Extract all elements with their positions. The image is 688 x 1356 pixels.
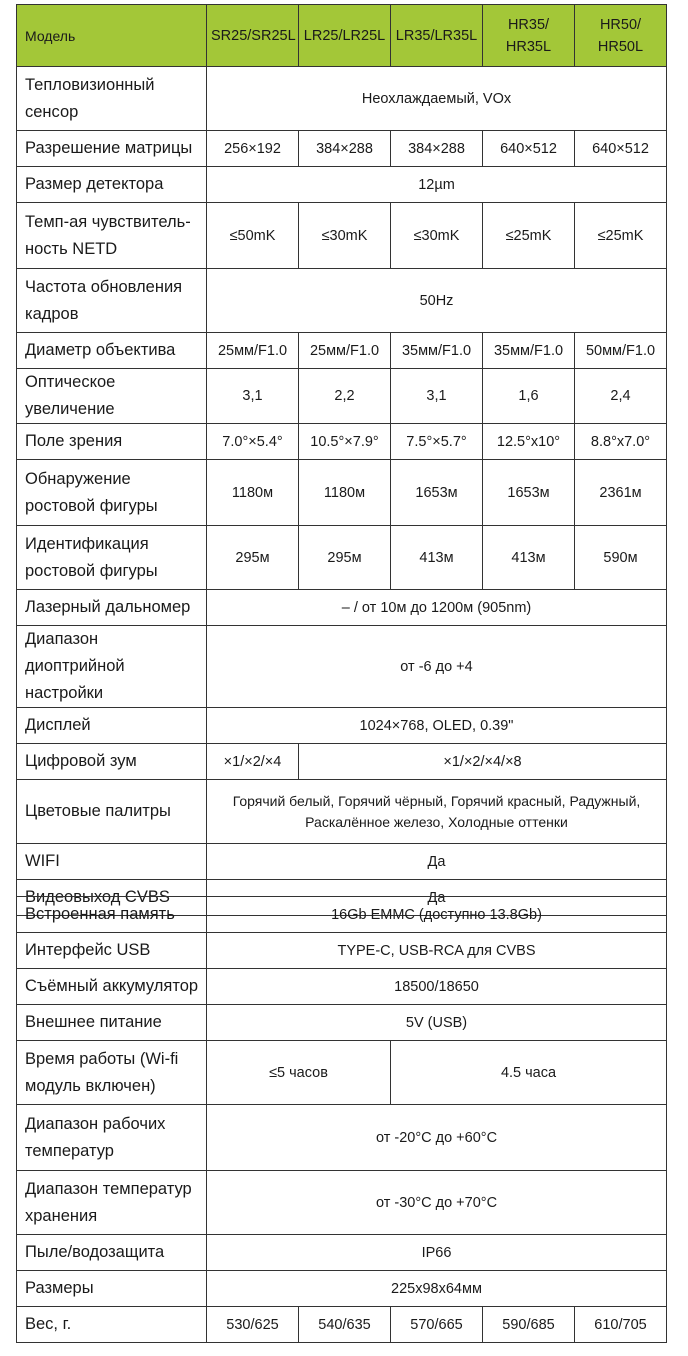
row-value: ≤50mK — [207, 203, 299, 269]
row-value: 295м — [299, 526, 391, 590]
row-label: Цифровой зум — [17, 744, 207, 780]
header-model: LR25/LR25L — [299, 5, 391, 67]
table-row — [17, 708, 667, 744]
row-label: Время работы (Wi-fi модуль включен) — [17, 1041, 207, 1105]
row-value: 35мм/F1.0 — [483, 333, 575, 369]
row-label: Диапазон рабочих температур — [17, 1105, 207, 1171]
row-value: 4.5 часа — [391, 1041, 667, 1105]
row-value: 10.5°×7.9° — [299, 424, 391, 460]
row-label: Пыле/водозащита — [17, 1235, 207, 1271]
row-value: 1653м — [483, 460, 575, 526]
row-value: ×1/×2/×4/×8 — [299, 744, 667, 780]
row-label: Дисплей — [17, 708, 207, 744]
row-label: Поле зрения — [17, 424, 207, 460]
row-value: 1653м — [391, 460, 483, 526]
table-row — [17, 424, 667, 460]
row-value: 35мм/F1.0 — [391, 333, 483, 369]
row-value: 570/665 — [391, 1307, 483, 1343]
row-label: Вес, г. — [17, 1307, 207, 1343]
row-label: Идентификация ростовой фигуры — [17, 526, 207, 590]
table-row — [17, 844, 667, 880]
table-row — [17, 526, 667, 590]
row-label: Видеовыход CVBS — [17, 880, 207, 916]
table-row — [17, 460, 667, 526]
table-row — [17, 590, 667, 626]
row-value: 50Hz — [207, 269, 667, 333]
table-row — [17, 1271, 667, 1307]
header-model: SR25/SR25L — [207, 5, 299, 67]
row-value: ≤30mK — [299, 203, 391, 269]
row-value: 2,4 — [575, 369, 667, 424]
row-value: 640×512 — [483, 131, 575, 167]
row-value: 2361м — [575, 460, 667, 526]
row-value: ≤25mK — [575, 203, 667, 269]
row-value: 8.8°x7.0° — [575, 424, 667, 460]
table-row — [17, 1307, 667, 1343]
header-label: Модель — [17, 5, 207, 67]
row-label: Диапазон температур хранения — [17, 1171, 207, 1235]
table-row — [17, 933, 667, 969]
table-row — [17, 780, 667, 844]
row-value: 413м — [483, 526, 575, 590]
row-value: 1180м — [207, 460, 299, 526]
row-value: Да — [207, 880, 667, 916]
row-value: 7.0°×5.4° — [207, 424, 299, 460]
row-value: от -30°C до +70°C — [207, 1171, 667, 1235]
row-label: Тепловизионный сенсор — [17, 67, 207, 131]
row-value: 384×288 — [299, 131, 391, 167]
row-label: Оптическое увеличение — [17, 369, 207, 424]
row-value: 25мм/F1.0 — [299, 333, 391, 369]
row-value: 256×192 — [207, 131, 299, 167]
row-value: – / от 10м до 1200м (905nm) — [207, 590, 667, 626]
row-label: Обнаружение ростовой фигуры — [17, 460, 207, 526]
table-row — [17, 1235, 667, 1271]
table-row — [17, 131, 667, 167]
table-row — [17, 1041, 667, 1105]
header-model: LR35/LR35L — [391, 5, 483, 67]
row-value: 12.5°x10° — [483, 424, 575, 460]
row-label: Диапазон диоптрийной настройки — [17, 626, 207, 708]
header-model: HR35/ HR35L — [483, 5, 575, 67]
table-row — [17, 626, 667, 708]
row-label: Размеры — [17, 1271, 207, 1307]
row-value: 12µm — [207, 167, 667, 203]
row-label: Частота обновления кадров — [17, 269, 207, 333]
row-value: 384×288 — [391, 131, 483, 167]
table-row — [17, 369, 667, 424]
row-label: Съёмный аккумулятор — [17, 969, 207, 1005]
spec-table-secondary — [16, 896, 667, 1343]
row-value: Горячий белый, Горячий чёрный, Горячий красный, Радужный, Раскалённое железо, Холодные оттенки — [207, 780, 667, 844]
row-value: 3,1 — [391, 369, 483, 424]
row-value: 1024×768, OLED, 0.39" — [207, 708, 667, 744]
row-value: 590м — [575, 526, 667, 590]
table-row — [17, 167, 667, 203]
row-label: Диаметр объектива — [17, 333, 207, 369]
header-row — [17, 5, 667, 67]
row-value: 5V (USB) — [207, 1005, 667, 1041]
row-value: Неохлаждаемый, VOx — [207, 67, 667, 131]
row-value: Да — [207, 844, 667, 880]
spec-table-main — [16, 4, 667, 916]
row-value: 1180м — [299, 460, 391, 526]
row-label: Внешнее питание — [17, 1005, 207, 1041]
row-value: ×1/×2/×4 — [207, 744, 299, 780]
row-label: Размер детектора — [17, 167, 207, 203]
row-value: 640×512 — [575, 131, 667, 167]
table-row — [17, 67, 667, 131]
row-label: Встроенная память — [17, 897, 207, 933]
table-row — [17, 744, 667, 780]
row-value: 50мм/F1.0 — [575, 333, 667, 369]
table-row — [17, 969, 667, 1005]
row-value: TYPE-C, USB-RCA для CVBS — [207, 933, 667, 969]
row-value: 295м — [207, 526, 299, 590]
row-value: 413м — [391, 526, 483, 590]
row-value: ≤5 часов — [207, 1041, 391, 1105]
row-label: Темп-ая чувствитель-ность NETD — [17, 203, 207, 269]
row-label: Цветовые палитры — [17, 780, 207, 844]
row-label: WIFI — [17, 844, 207, 880]
row-value: 2,2 — [299, 369, 391, 424]
row-value: 540/635 — [299, 1307, 391, 1343]
table-row — [17, 269, 667, 333]
row-value: 1,6 — [483, 369, 575, 424]
row-value: 16Gb EMMC (доступно 13.8Gb) — [207, 897, 667, 933]
row-value: 225x98x64мм — [207, 1271, 667, 1307]
header-model: HR50/ HR50L — [575, 5, 667, 67]
row-value: 18500/18650 — [207, 969, 667, 1005]
row-value: от -20°C до +60°C — [207, 1105, 667, 1171]
table-row — [17, 1005, 667, 1041]
row-label: Разрешение матрицы — [17, 131, 207, 167]
row-value: ≤25mK — [483, 203, 575, 269]
row-label: Лазерный дальномер — [17, 590, 207, 626]
table-row — [17, 1105, 667, 1171]
row-value: 610/705 — [575, 1307, 667, 1343]
row-value: ≤30mK — [391, 203, 483, 269]
table-row — [17, 333, 667, 369]
row-value: 3,1 — [207, 369, 299, 424]
row-value: 25мм/F1.0 — [207, 333, 299, 369]
row-value: IP66 — [207, 1235, 667, 1271]
table-row — [17, 203, 667, 269]
row-value: 7.5°×5.7° — [391, 424, 483, 460]
row-label: Интерфейс USB — [17, 933, 207, 969]
row-value: от -6 до +4 — [207, 626, 667, 708]
row-value: 530/625 — [207, 1307, 299, 1343]
table-row — [17, 897, 667, 933]
row-value: 590/685 — [483, 1307, 575, 1343]
table-row — [17, 1171, 667, 1235]
